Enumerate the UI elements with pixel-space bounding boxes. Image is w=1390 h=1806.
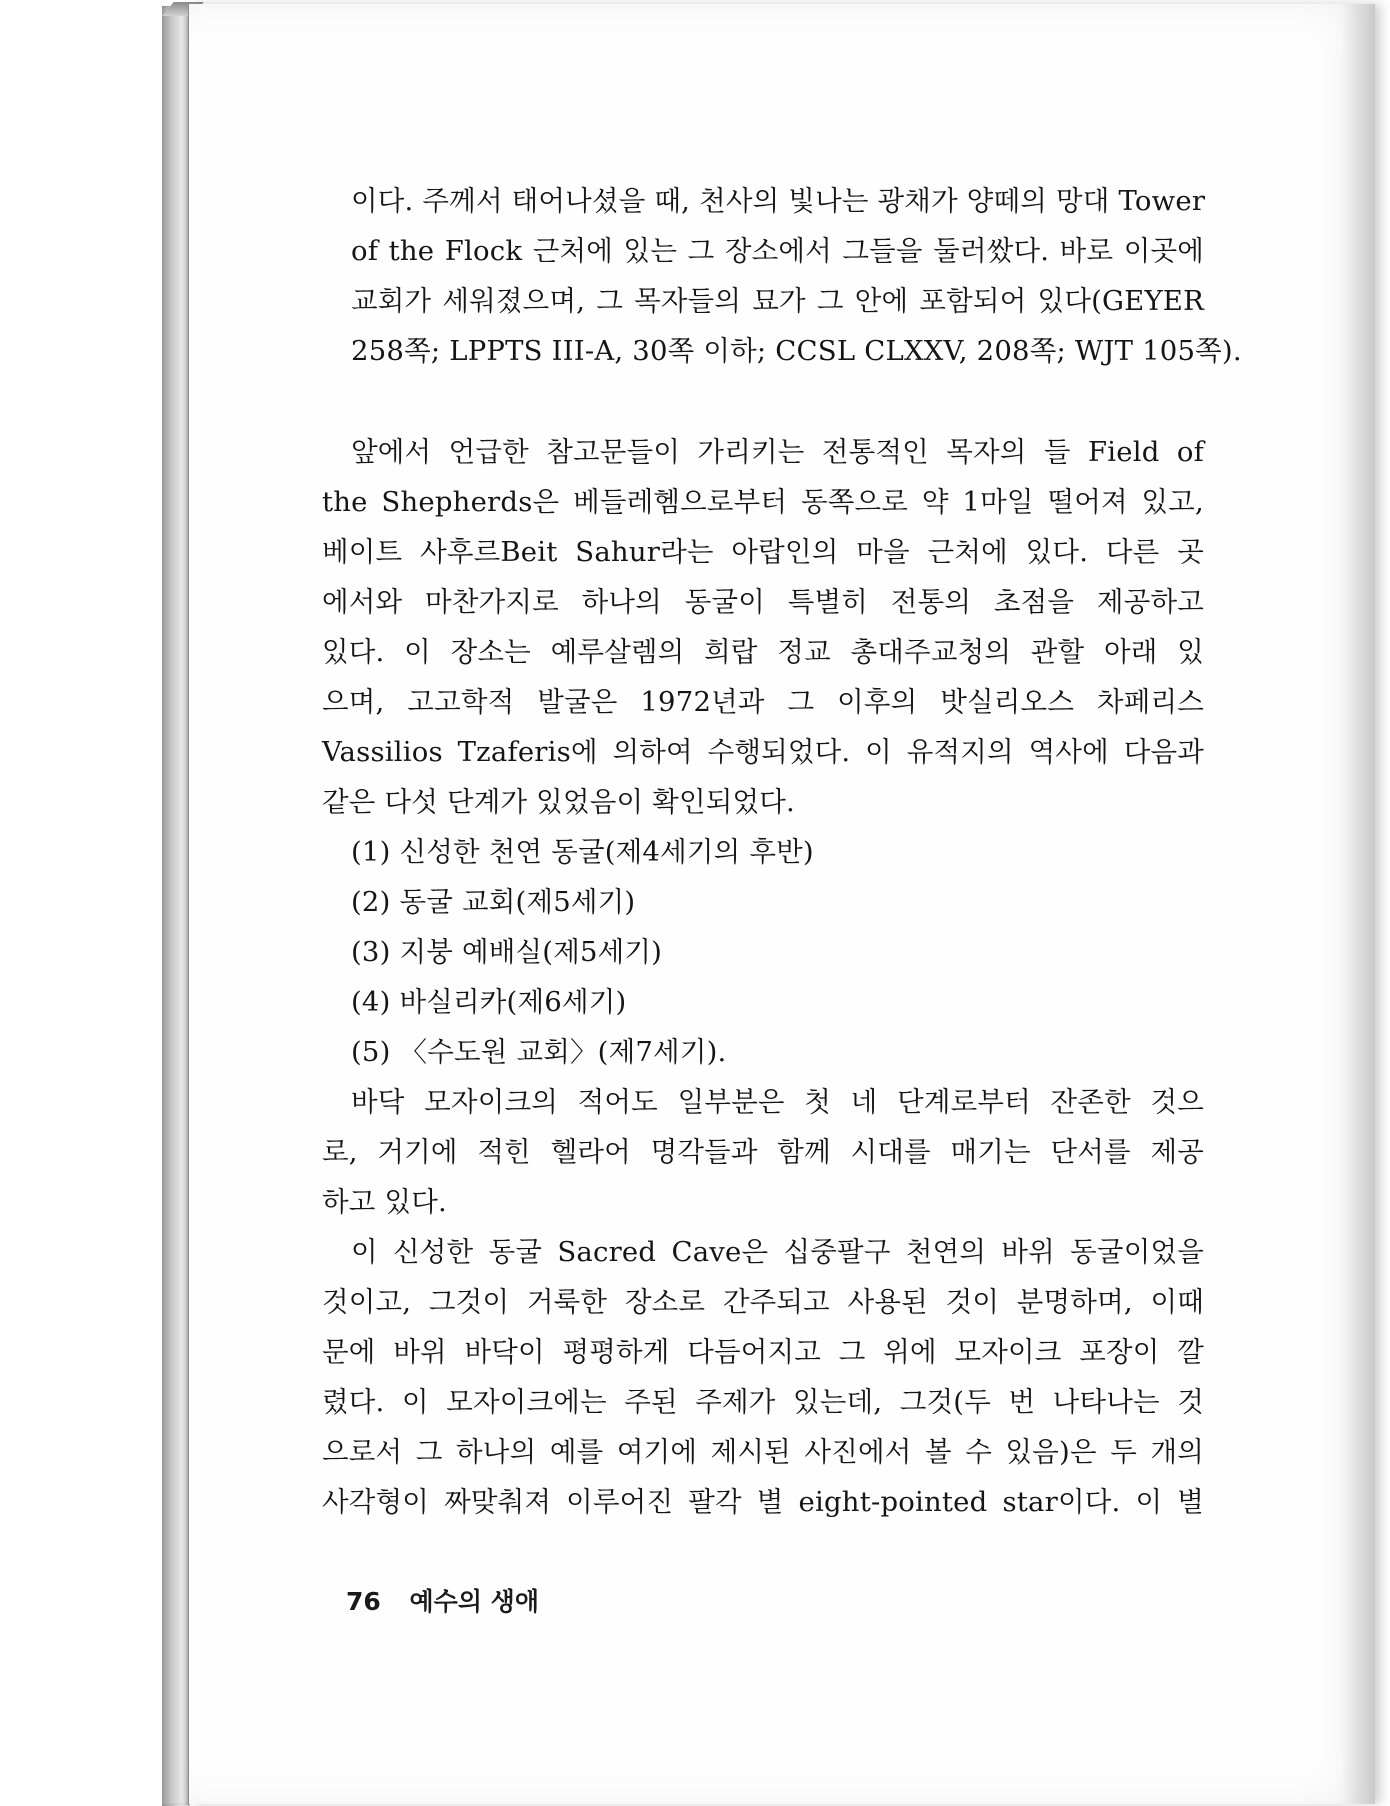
text-line: 바닥 모자이크의 적어도 일부분은 첫 네 단계로부터 잔존한 것으 (351, 1086, 1204, 1118)
phase-list-item: (5) 〈수도원 교회〉(제7세기). (351, 1036, 727, 1068)
paragraph-continued (322, 176, 1242, 376)
running-title: 예수의 생애 (409, 1587, 539, 1616)
text-line: 로, 거기에 적힌 헬라어 명각들과 함께 시대를 매기는 단서를 제공 (322, 1136, 1204, 1168)
text-line: 으로서 그 하나의 예를 여기에 제시된 사진에서 볼 수 있음)은 두 개의 (322, 1436, 1204, 1468)
text-line: 같은 다섯 단계가 있었음이 확인되었다. (322, 786, 795, 818)
phase-list-item: (2) 동굴 교회(제5세기) (351, 886, 636, 918)
text-line: 베이트 사후르Beit Sahur라는 아랍인의 마을 근처에 있다. 다른 곳 (322, 536, 1204, 568)
page-number: 76 (346, 1587, 381, 1616)
text-line: 258쪽; LPPTS III-A, 30쪽 이하; CCSL CLXXV, 208쪽; WJT 105쪽). (351, 335, 1242, 367)
text-line: the Shepherds은 베들레헴으로부터 동쪽으로 약 1마일 떨어져 있고, (322, 486, 1204, 518)
paragraph-shepherds-field (322, 427, 1204, 1527)
text-line: 교회가 세워졌으며, 그 목자들의 묘가 그 안에 포함되어 있다(GEYER (351, 285, 1204, 317)
text-line: 문에 바위 바닥이 평평하게 다듬어지고 그 위에 모자이크 포장이 깔 (322, 1336, 1204, 1368)
text-line: 에서와 마찬가지로 하나의 동굴이 특별히 전통의 초점을 제공하고 (322, 586, 1204, 618)
page-edge-shadow (1341, 4, 1375, 1804)
book-spine (162, 5, 190, 1806)
text-line: 사각형이 짜맞춰져 이루어진 팔각 별 eight-pointed star이다. 이 별 (322, 1486, 1204, 1518)
text-line: 앞에서 언급한 참고문들이 가리키는 전통적인 목자의 들 Field of (351, 436, 1204, 468)
text-line: 것이고, 그것이 거룩한 장소로 간주되고 사용된 것이 분명하며, 이때 (322, 1286, 1204, 1318)
page-footer (346, 1582, 539, 1618)
text-line: Vassilios Tzaferis에 의하여 수행되었다. 이 유적지의 역사에 다음과 (322, 736, 1204, 768)
text-line: 렸다. 이 모자이크에는 주된 주제가 있는데, 그것(두 번 나타나는 것 (322, 1386, 1204, 1418)
text-line: 으며, 고고학적 발굴은 1972년과 그 이후의 밧실리오스 차페리스 (322, 686, 1204, 718)
text-line: of the Flock 근처에 있는 그 장소에서 그들을 둘러쌌다. 바로 이곳에 (351, 235, 1204, 267)
text-line: 이다. 주께서 태어나셨을 때, 천사의 빛나는 광채가 양떼의 망대 Tower (351, 185, 1206, 217)
text-line: 하고 있다. (322, 1186, 447, 1218)
text-line: 있다. 이 장소는 예루살렘의 희랍 정교 총대주교청의 관할 아래 있 (322, 636, 1204, 668)
phase-list-item: (3) 지붕 예배실(제5세기) (351, 936, 663, 968)
text-line: 이 신성한 동굴 Sacred Cave은 십중팔구 천연의 바위 동굴이었을 (351, 1236, 1204, 1268)
phase-list-item: (4) 바실리카(제6세기) (351, 986, 627, 1018)
phase-list-item: (1) 신성한 천연 동굴(제4세기의 후반) (351, 836, 814, 868)
